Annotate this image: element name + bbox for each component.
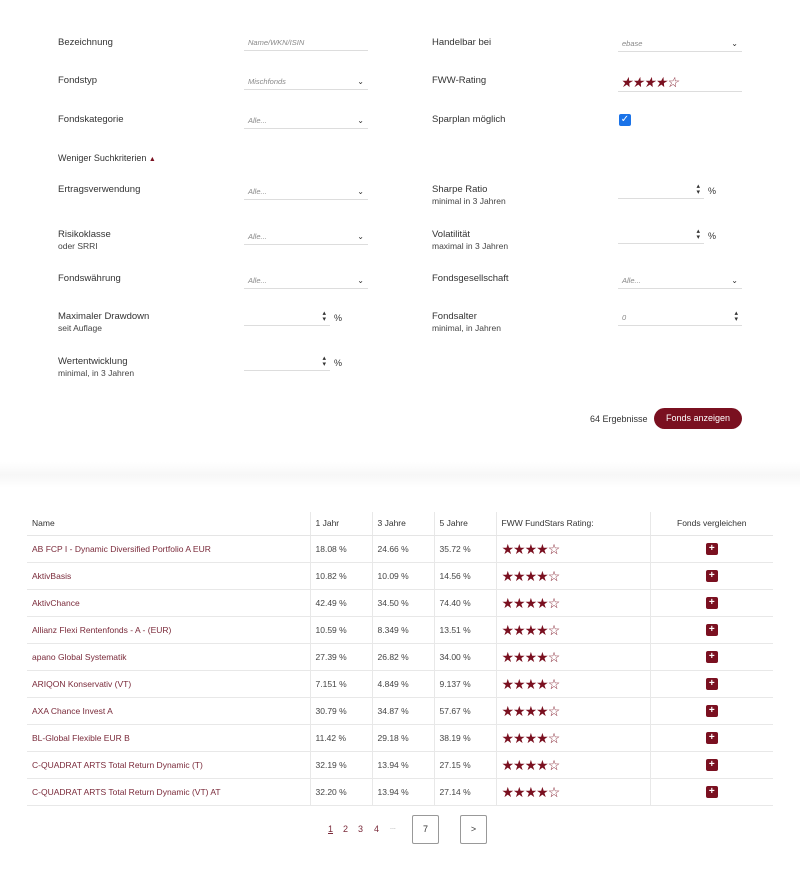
return-3y: 10.09 % — [372, 562, 434, 589]
star-rating-icon: ★★★★☆ — [501, 675, 560, 692]
compare-cell — [650, 562, 773, 589]
fund-name-link[interactable]: AXA Chance Invest A — [27, 697, 310, 724]
wert-input[interactable] — [244, 357, 330, 371]
star-rating[interactable]: ★★★★☆ — [620, 74, 678, 90]
return-5y: 35.72 % — [434, 535, 496, 562]
return-3y: 13.94 % — [372, 751, 434, 778]
return-1y: 42.49 % — [310, 589, 372, 616]
col-5y[interactable]: 5 Jahre — [434, 512, 496, 535]
star-rating-icon: ★★★★☆ — [501, 702, 560, 719]
fondskategorie-label: Fondskategorie — [58, 114, 124, 125]
drawdown-sub: seit Auflage — [58, 323, 102, 333]
fondstyp-label: Fondstyp — [58, 75, 98, 86]
col-name[interactable]: Name — [27, 512, 310, 535]
fund-name-link[interactable]: C-QUADRAT ARTS Total Return Dynamic (VT) AT — [27, 778, 310, 805]
chevron-down-icon: ⌄ — [357, 276, 364, 285]
page-1[interactable]: 1 — [328, 824, 334, 834]
spinner-icon[interactable]: ▴ ▾ — [322, 355, 326, 368]
return-3y: 29.18 % — [372, 724, 434, 751]
add-compare-button[interactable]: + — [706, 543, 718, 555]
star-rating-icon: ★★★★☆ — [501, 783, 560, 800]
table-row — [27, 562, 773, 589]
fund-name-link[interactable]: Allianz Flexi Rentenfonds - A - (EUR) — [27, 616, 310, 643]
sharpe-sub: minimal in 3 Jahren — [432, 196, 506, 206]
star-rating-icon: ★★★★☆ — [501, 756, 560, 773]
waehrung-value: Alle... — [248, 276, 267, 285]
alter-sub: minimal, in Jahren — [432, 323, 501, 333]
col-1y[interactable]: 1 Jahr — [310, 512, 372, 535]
fundstars-rating — [496, 589, 650, 616]
col-rating[interactable]: FWW FundStars Rating: — [496, 512, 650, 535]
rating-label: FWW-Rating — [432, 75, 487, 86]
return-3y: 8.349 % — [372, 616, 434, 643]
return-1y: 10.82 % — [310, 562, 372, 589]
col-compare: Fonds vergleichen — [650, 512, 773, 535]
vola-label: Volatilität — [432, 229, 471, 240]
ertrag-label: Ertragsverwendung — [58, 184, 141, 195]
table-row — [27, 778, 773, 805]
return-5y: 14.56 % — [434, 562, 496, 589]
sharpe-label: Sharpe Ratio — [432, 184, 488, 195]
return-3y: 13.94 % — [372, 778, 434, 805]
drawdown-unit: % — [334, 313, 343, 323]
return-5y: 74.40 % — [434, 589, 496, 616]
toggle-criteria-label: Weniger Suchkriterien — [58, 153, 147, 163]
risiko-value: Alle... — [248, 232, 267, 241]
return-5y: 13.51 % — [434, 616, 496, 643]
return-5y: 34.00 % — [434, 643, 496, 670]
table-row — [27, 670, 773, 697]
return-1y: 10.59 % — [310, 616, 372, 643]
sparplan-label: Sparplan möglich — [432, 114, 506, 125]
compare-cell — [650, 616, 773, 643]
return-5y: 27.15 % — [434, 751, 496, 778]
star-rating-icon: ★★★★☆ — [501, 648, 560, 665]
alter-placeholder: 0 — [622, 313, 627, 322]
compare-cell — [650, 724, 773, 751]
return-5y: 27.14 % — [434, 778, 496, 805]
spinner-icon[interactable]: ▴ ▾ — [322, 310, 326, 323]
return-1y: 7.151 % — [310, 670, 372, 697]
fund-name-link[interactable]: AB FCP I - Dynamic Diversified Portfolio A EUR — [27, 535, 310, 562]
compare-cell — [650, 589, 773, 616]
fundstars-rating — [496, 751, 650, 778]
return-1y: 30.79 % — [310, 697, 372, 724]
ertrag-select[interactable] — [244, 186, 368, 200]
results-count: 64 Ergebnisse — [590, 414, 648, 424]
handelbar-label: Handelbar bei — [432, 37, 492, 48]
return-3y: 34.87 % — [372, 697, 434, 724]
show-funds-button[interactable]: Fonds anzeigen — [654, 408, 742, 429]
wert-label: Wertentwicklung — [58, 356, 128, 367]
return-1y: 11.42 % — [310, 724, 372, 751]
compare-cell — [650, 535, 773, 562]
vola-unit: % — [708, 231, 717, 241]
page-last[interactable]: 7 — [412, 815, 439, 844]
results-table — [27, 512, 773, 806]
chevron-down-icon: ⌄ — [357, 77, 364, 86]
table-row — [27, 589, 773, 616]
return-3y: 26.82 % — [372, 643, 434, 670]
bezeichnung-label: Bezeichnung — [58, 37, 113, 48]
add-compare-button[interactable]: + — [706, 732, 718, 744]
wert-unit: % — [334, 358, 343, 368]
add-compare-button[interactable]: + — [706, 705, 718, 717]
sharpe-input[interactable] — [618, 185, 704, 199]
add-compare-button[interactable]: + — [706, 597, 718, 609]
fund-name-link[interactable]: AktivBasis — [27, 562, 310, 589]
return-3y: 34.50 % — [372, 589, 434, 616]
return-1y: 18.08 % — [310, 535, 372, 562]
toggle-criteria-link[interactable] — [58, 152, 156, 166]
return-1y: 27.39 % — [310, 643, 372, 670]
drawdown-input[interactable] — [244, 312, 330, 326]
fondstyp-value: Mischfonds — [248, 77, 286, 86]
add-compare-button[interactable]: + — [706, 759, 718, 771]
alter-label: Fondsalter — [432, 311, 477, 322]
col-3y[interactable]: 3 Jahre — [372, 512, 434, 535]
vola-input[interactable] — [618, 230, 704, 244]
gesellschaft-label: Fondsgesellschaft — [432, 273, 509, 284]
return-1y: 32.19 % — [310, 751, 372, 778]
handelbar-select[interactable] — [618, 38, 742, 52]
wert-sub: minimal, in 3 Jahren — [58, 368, 135, 378]
spinner-icon[interactable]: ▴ ▾ — [734, 310, 738, 323]
caret-up-icon: ▲ — [148, 156, 156, 163]
fundstars-rating — [496, 697, 650, 724]
gesellschaft-value: Alle... — [622, 276, 641, 285]
risiko-select[interactable] — [244, 231, 368, 245]
drawdown-label: Maximaler Drawdown — [58, 311, 150, 322]
star-rating-icon: ★★★★☆ — [501, 540, 560, 557]
fund-name-link[interactable]: C-QUADRAT ARTS Total Return Dynamic (T) — [27, 751, 310, 778]
star-rating-icon: ★★★★☆ — [501, 621, 560, 638]
compare-cell — [650, 751, 773, 778]
star-rating-icon: ★★★★☆ — [501, 729, 560, 746]
chevron-down-icon: ⌄ — [357, 187, 364, 196]
return-3y: 4.849 % — [372, 670, 434, 697]
return-5y: 57.67 % — [434, 697, 496, 724]
fund-name-link[interactable]: AktivChance — [27, 589, 310, 616]
fund-name-link[interactable]: BL-Global Flexible EUR B — [27, 724, 310, 751]
add-compare-button[interactable]: + — [706, 624, 718, 636]
return-5y: 9.137 % — [434, 670, 496, 697]
return-5y: 38.19 % — [434, 724, 496, 751]
risiko-label: Risikoklasse — [58, 229, 111, 240]
table-header-row — [27, 512, 773, 535]
fundstars-rating — [496, 562, 650, 589]
table-row — [27, 697, 773, 724]
sparplan-checkbox[interactable] — [619, 114, 631, 126]
fondskategorie-select[interactable] — [244, 115, 368, 129]
fondskategorie-value: Alle... — [248, 116, 267, 125]
return-3y: 24.66 % — [372, 535, 434, 562]
table-row — [27, 643, 773, 670]
page-2[interactable]: 2 — [343, 824, 349, 834]
fundstars-rating — [496, 724, 650, 751]
table-row — [27, 616, 773, 643]
add-compare-button[interactable]: + — [706, 651, 718, 663]
gesellschaft-select[interactable] — [618, 275, 742, 289]
table-row — [27, 751, 773, 778]
compare-cell — [650, 778, 773, 805]
next-page-button[interactable]: > — [460, 815, 487, 844]
risiko-sub: oder SRRI — [58, 241, 98, 251]
fundstars-rating — [496, 616, 650, 643]
rating-stars-input[interactable] — [618, 75, 742, 92]
add-compare-button[interactable]: + — [706, 678, 718, 690]
star-rating-icon: ★★★★☆ — [501, 594, 560, 611]
page-4[interactable]: 4 — [374, 824, 380, 834]
chevron-down-icon: ⌄ — [357, 232, 364, 241]
table-row — [27, 535, 773, 562]
chevron-down-icon: ⌄ — [357, 116, 364, 125]
spinner-icon[interactable]: ▴ ▾ — [696, 183, 700, 196]
return-1y: 32.20 % — [310, 778, 372, 805]
handelbar-value: ebase — [622, 39, 643, 48]
compare-cell — [650, 697, 773, 724]
alter-input[interactable] — [618, 312, 742, 326]
add-compare-button[interactable]: + — [706, 570, 718, 582]
sharpe-unit: % — [708, 186, 717, 196]
fundstars-rating — [496, 670, 650, 697]
spinner-icon[interactable]: ▴ ▾ — [696, 228, 700, 241]
pagination-ellipsis: ... — [390, 824, 396, 831]
fundstars-rating — [496, 778, 650, 805]
fund-name-link[interactable]: apano Global Systematik — [27, 643, 310, 670]
section-divider — [0, 462, 800, 488]
add-compare-button[interactable]: + — [706, 786, 718, 798]
compare-cell — [650, 670, 773, 697]
fund-name-link[interactable]: ARIQON Konservativ (VT) — [27, 670, 310, 697]
fundstars-rating — [496, 535, 650, 562]
fundstars-rating — [496, 643, 650, 670]
checkmark-icon: ✓ — [620, 114, 630, 125]
waehrung-label: Fondswährung — [58, 273, 121, 284]
chevron-down-icon: ⌄ — [731, 39, 738, 48]
fondstyp-select[interactable] — [244, 76, 368, 90]
chevron-down-icon: ⌄ — [731, 276, 738, 285]
ertrag-value: Alle... — [248, 187, 267, 196]
waehrung-select[interactable] — [244, 275, 368, 289]
star-rating-icon: ★★★★☆ — [501, 567, 560, 584]
bezeichnung-input[interactable]: Name/WKN/ISIN — [244, 37, 368, 51]
compare-cell — [650, 643, 773, 670]
table-row — [27, 724, 773, 751]
vola-sub: maximal in 3 Jahren — [432, 241, 509, 251]
page-3[interactable]: 3 — [358, 824, 364, 834]
